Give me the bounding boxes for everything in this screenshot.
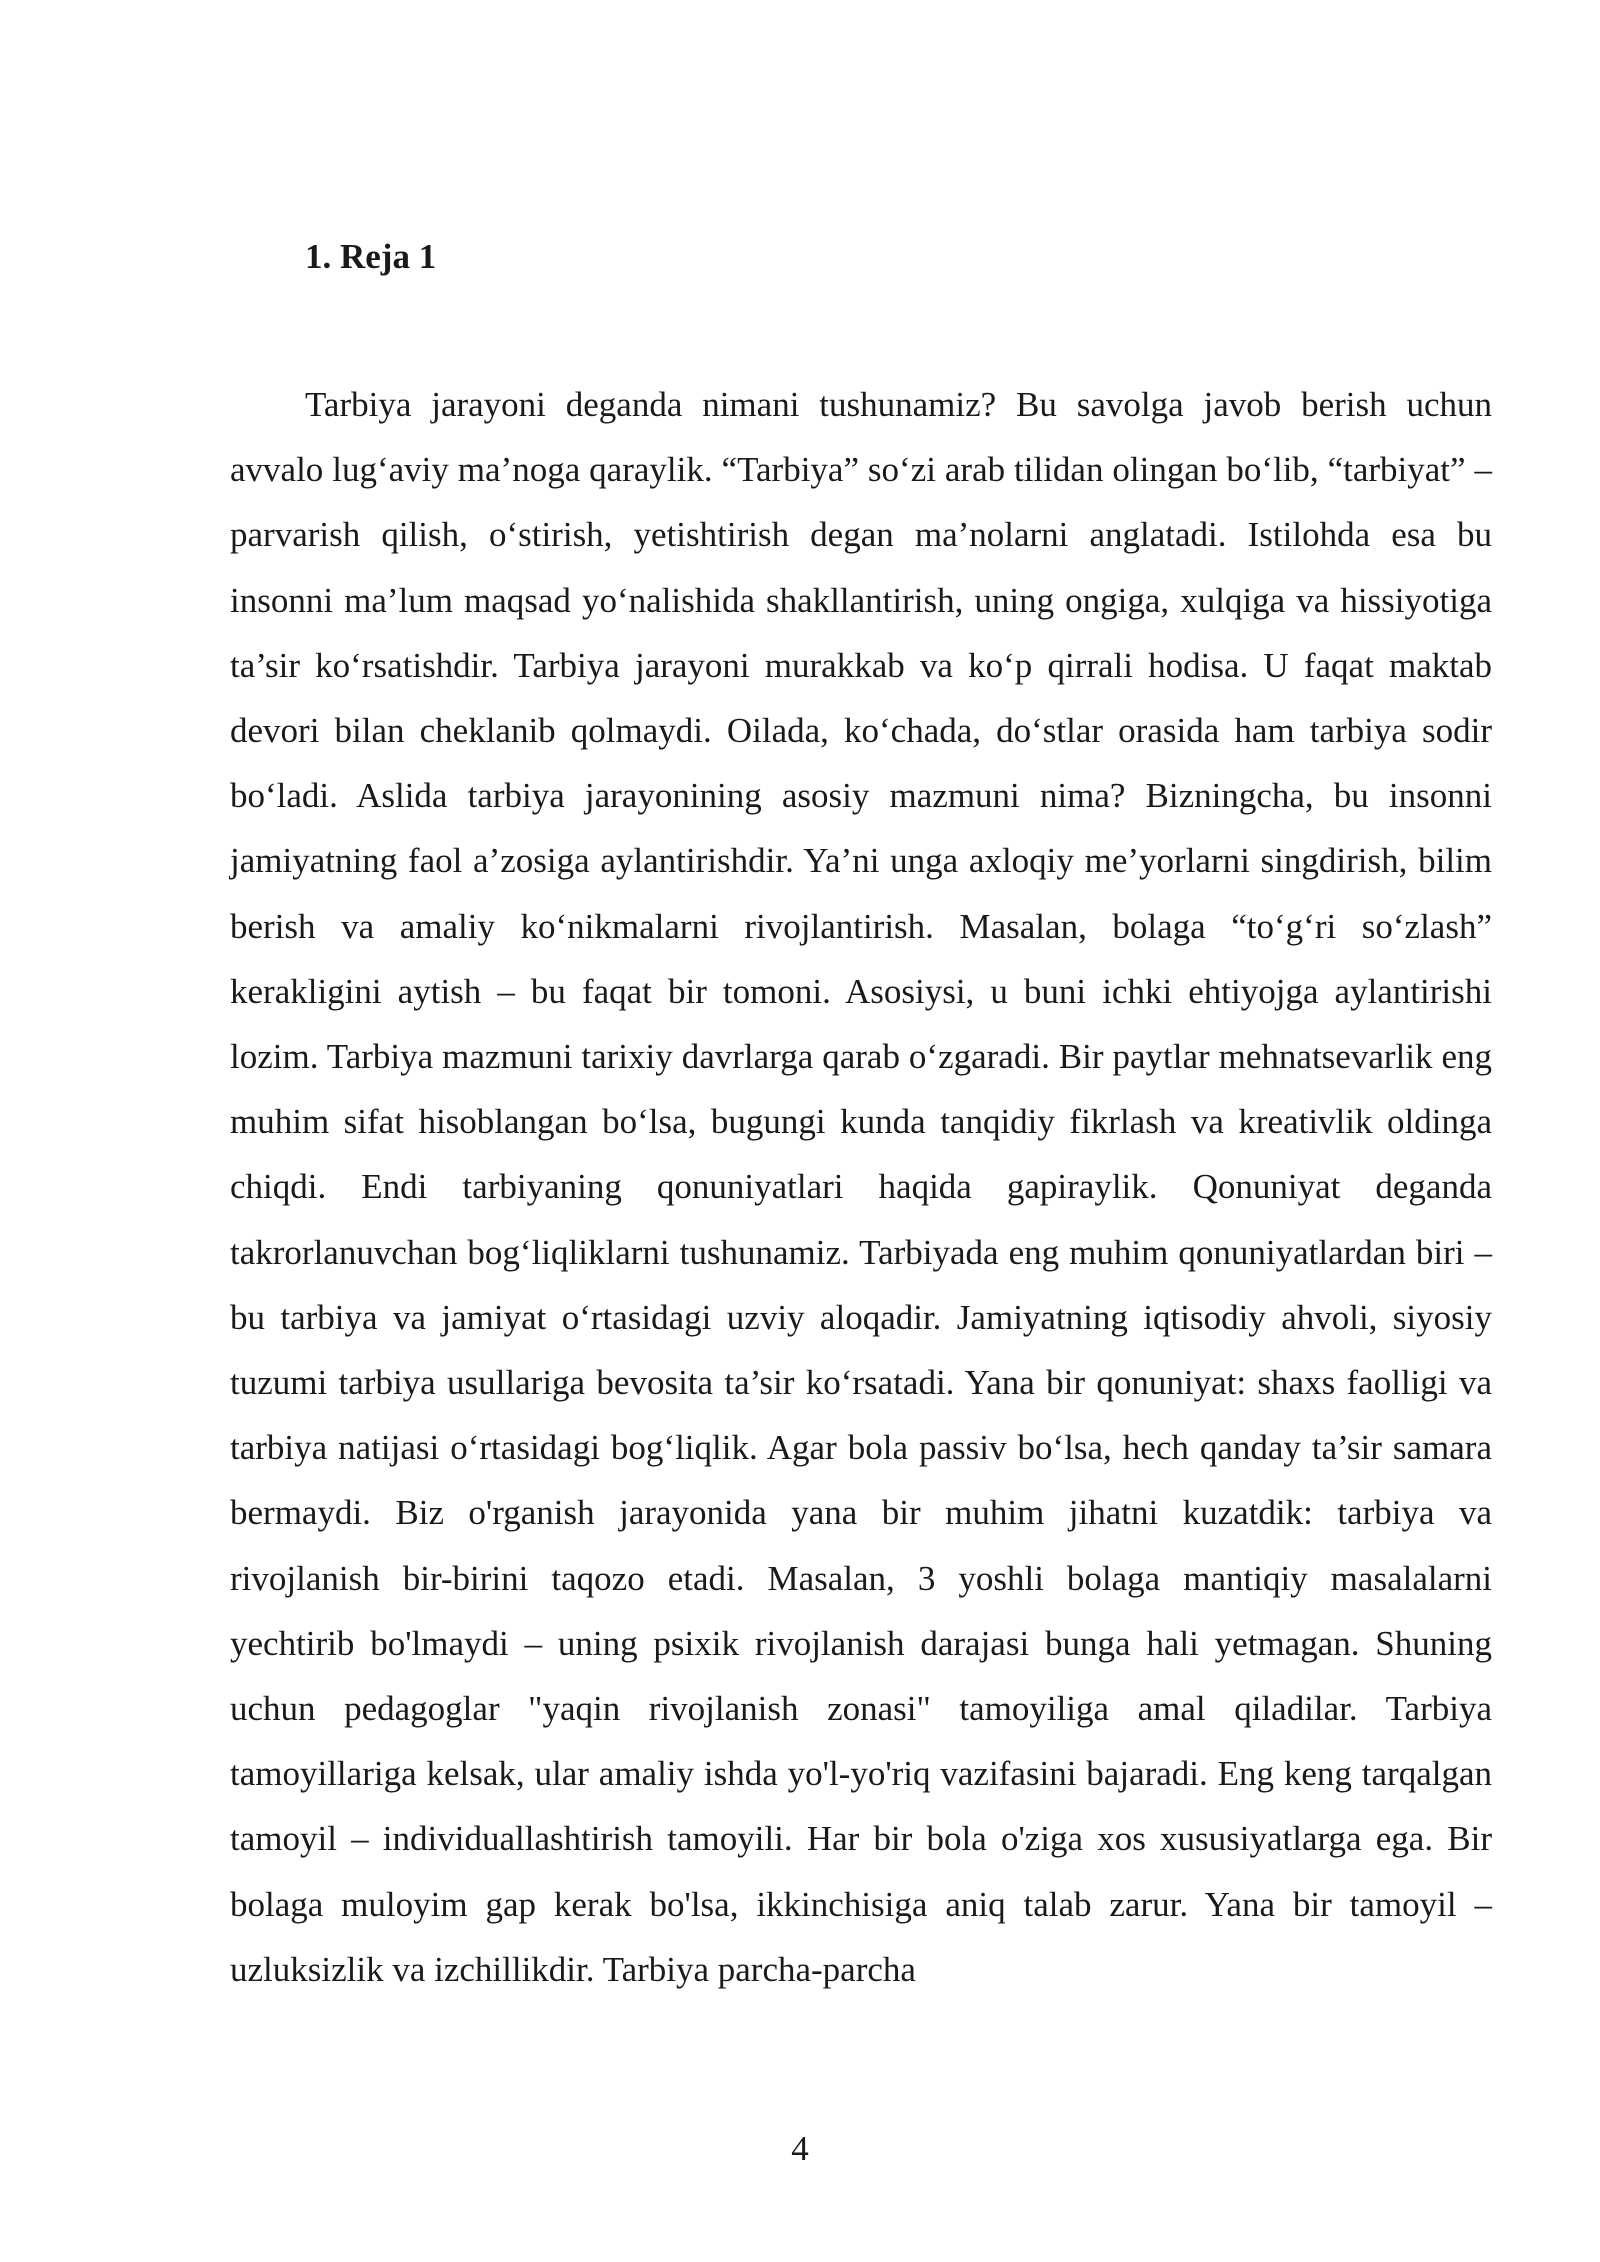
page-number: 4 <box>791 2129 809 2168</box>
body-paragraph: Tarbiya jarayoni deganda nimani tushunamiz? Bu savolga javob berish uchun avvalo lug‘aviy ma’noga qaraylik. “Tarbiya” so‘zi arab tilidan olingan bo‘lib, “tarbiyat” – parvarish qilish, o‘stirish, yetishtirish degan ma’nolarni anglatadi. Istilohda esa bu insonni ma’lum maqsad yo‘nalishida shakllantirish, uning ongiga, xulqiga va hissiyotiga ta’sir ko‘rsatishdir. Tarbiya jarayoni murakkab va ko‘p qirrali hodisa. U faqat maktab devori bilan cheklanib qolmaydi. Oilada, ko‘chada, do‘stlar orasida ham tarbiya sodir bo‘ladi. Aslida tarbiya jarayonining asosiy mazmuni nima? Bizningcha, bu insonni jamiyatning faol a’zosiga aylantirishdir. Ya’ni unga axloqiy me’yorlarni singdirish, bilim berish va amaliy ko‘nikmalarni rivojlantirish. Masalan, bolaga “to‘g‘ri so‘zlash” kerakligini aytish – bu faqat bir tomoni. Asosiysi, u buni ichki ehtiyojga aylantirishi lozim. Tarbiya mazmuni tarixiy davrlarga qarab o‘zgaradi. Bir paytlar mehnatsevarlik eng muhim sifat hisoblangan bo‘lsa, bugungi kunda tanqidiy fikrlash va kreativlik oldinga chiqdi. Endi tarbiyaning qonuniyatlari haqida gapiraylik. Qonuniyat deganda takrorlanuvchan bog‘liqliklarni tushunamiz. Tarbiyada eng muhim qonuniyatlardan biri – bu tarbiya va jamiyat o‘rtasidagi uzviy aloqadir. Jamiyatning iqtisodiy ahvoli, siyosiy tuzumi tarbiya usullariga bevosita ta’sir ko‘rsatadi. Yana bir qonuniyat: shaxs faolligi va tarbiya natijasi o‘rtasidagi bog‘liqlik. Agar bola passiv bo‘lsa, hech qanday ta’sir samara bermaydi. Biz o'rganish jarayonida yana bir muhim jihatni kuzatdik: tarbiya va rivojlanish bir-birini taqozo etadi. Masalan, 3 yoshli bolaga mantiqiy masalalarni yechtirib bo'lmaydi – uning psixik rivojlanish darajasi bunga hali yetmagan. Shuning uchun pedagoglar "yaqin rivojlanish zonasi" tamoyiliga amal qiladilar. Tarbiya tamoyillariga kelsak, ular amaliy ishda yo'l-yo'riq vazifasini bajaradi. Eng keng tarqalgan tamoyil – individuallashtirish tamoyili. Har bir bola o'ziga xos xususiyatlarga ega. Bir bolaga muloyim gap kerak bo'lsa, ikkinchisiga aniq talab zarur. Yana bir tamoyil – uzluksizlik va izchillikdir. Tarbiya parcha-parcha <box>230 385 1492 1989</box>
section-heading: 1. Reja 1 <box>305 237 437 276</box>
